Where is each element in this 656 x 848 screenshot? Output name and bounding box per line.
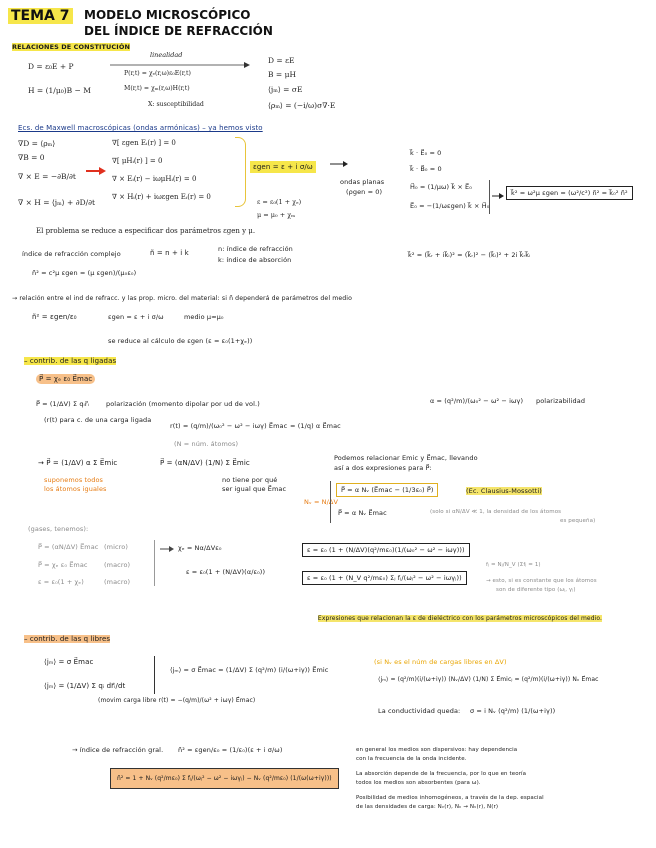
fj-note-2: → esto, si es constante que los átomos — [486, 578, 597, 584]
free-j2: ⟨jₘ⟩ = (1/ΔV) Σ qᵢ dr⃗ᵢ/dt — [44, 682, 126, 690]
p-chi-highlight: P⃗ = χₑ ε₀ E⃗mac — [36, 374, 95, 384]
wave-eq-3: H⃗₀ = (1/μω) k⃗ × E⃗₀ — [410, 183, 472, 191]
eps-box-1 — [302, 543, 470, 557]
grey-eq-2: P⃗ = χₑ ε₀ E⃗mac — [38, 561, 88, 569]
wave-eq-2: k⃗ · B⃗₀ = 0 — [410, 165, 442, 173]
expr-2: P⃗ = α Nᵥ E⃗mac — [338, 509, 387, 517]
free-heading: – contrib. de las q libres — [24, 635, 111, 643]
constitutive-mid-3: X: susceptibilidad — [148, 101, 204, 108]
yellow-note: Expresiones que relacionan la ε de dieléctrico con los parámetros microscópicos del medio. — [317, 615, 603, 622]
complex-index-label: índice de refracción complejo — [22, 250, 121, 258]
k-label: k: índice de absorción — [218, 256, 292, 264]
yellow-brace — [235, 137, 246, 207]
p2-equation: → P⃗ = (1/ΔV) α Σ E⃗mic — [38, 459, 118, 467]
eps-box-2-text: ε = ε₀ (1 + (N_V q²/mε₀) Σⱼ fⱼ/(ωⱼ² − ω² − iωγⱼ)) — [307, 574, 462, 582]
relate-line-2: así a dos expresiones para P⃗: — [334, 464, 432, 472]
arrow-to-boxed — [492, 193, 504, 199]
rt-equation: r(t) = (q/m)/(ω₀² − ω² − iωγ) E⃗mac — [170, 422, 288, 430]
maxwell-mid-2: ∇[ μHᵢ(r) ] = 0 — [112, 157, 163, 165]
constitutive-left-1: D = ε₀E + P — [28, 62, 74, 71]
mu-relation: μ = μ₀ + χₘ — [257, 211, 296, 219]
maxwell-mid-3: ∇ × Eᵢ(r) − iωμHᵢ(r) = 0 — [112, 175, 197, 183]
relate-line-1: Podemos relacionar Emic y E⃗mac, llevando — [334, 454, 478, 462]
p-chi-eq — [36, 375, 95, 383]
p-sum: P⃗ = (1/ΔV) Σ qᵢr⃗ᵢ — [36, 400, 89, 408]
bound-heading: – contrib. de las q ligadas — [24, 357, 117, 365]
reduce-text: El problema se reduce a especificar dos parámetros εgen y μ. — [36, 227, 256, 235]
constitutive-heading: RELACIONES DE CONSTITUCIÓN — [12, 43, 130, 51]
free-j3: ⟨jₘ⟩ = σ E⃗mac = (1/ΔV) Σ (q²/m) (i/(ω+iγ)) E⃗mic — [170, 666, 329, 674]
eps-box-2 — [302, 571, 467, 585]
constitutive-right-3: ⟨jₘ⟩ = σE — [268, 85, 303, 94]
wave-eq-4: E⃗₀ = −(1/ωεgen) k⃗ × H⃗₀ — [410, 202, 490, 210]
constitutive-right-1: D = εE — [268, 56, 295, 65]
grey-eq-1: P⃗ = (αN/ΔV) E⃗mac — [38, 543, 99, 551]
plane-waves-note: (ρgen = 0) — [346, 188, 383, 196]
wave-bracket — [486, 180, 490, 214]
page-title — [8, 8, 73, 24]
red-arrow — [86, 167, 106, 175]
reduce-calc: se reduce al cálculo de εgen (ε = ε₀(1+χₑ)) — [108, 337, 253, 345]
conductivity-eq: σ = i Nᵥ (q²/m) (1/(ω+iγ)) — [470, 707, 556, 715]
free-orange-note: (si Nᵥ es el núm de cargas libres en ΔV) — [374, 658, 507, 666]
final-note-4: todos los medios son absorbentes (para ω). — [356, 780, 481, 786]
polarizacion-label: polarización (momento dipolar por ud de vol.) — [106, 400, 260, 408]
maxwell-heading: Ecs. de Maxwell macroscópicas (ondas armónicas) – ya hemos visto — [18, 124, 263, 132]
title-line-1: MODELO MICROSCÓPICO — [84, 8, 251, 22]
final-boxed-eq — [110, 768, 339, 789]
final-boxed-text: ñ² = 1 + Nᵥ (q²/mε₀) Σ fⱼ/(ωⱼ² − ω² − iωγⱼ) − Nᵥ (q²/mε₀) (1/(ω(ω+iγ))) — [117, 775, 332, 782]
maxwell-mid-1: ∇[ εgen Eᵢ(r) ] = 0 — [112, 139, 176, 147]
fj-note: fⱼ = Nⱼ/N_V (Σfⱼ = 1) — [486, 562, 541, 568]
egen-definition: εgen = ε + i σ/ω — [108, 313, 164, 321]
expr-2-note-2: es pequeña) — [560, 518, 596, 524]
final-note-1: en general los medios son dispersivos: hay dependencia — [356, 747, 518, 753]
final-note-3: La absorción depende de la frecuencia, por lo que en teoría — [356, 771, 527, 777]
gases-heading: (gases, tenemos): — [28, 525, 89, 533]
maxwell-left-1: ∇D = ⟨ρₘ⟩ — [18, 139, 56, 148]
expr-bracket — [330, 481, 335, 523]
expr-1-box — [336, 483, 438, 497]
nv-definition: Nᵥ = N/ΔV — [304, 498, 338, 506]
rt-label: (r(t) para c. de una carga ligada — [44, 416, 152, 424]
linealidad-label: linealidad — [150, 51, 183, 59]
eps-relation: ε = ε₀(1 + χₑ) — [257, 198, 302, 206]
relation-line: → relación entre el ind de refracc. y las prop. micro. del material: si ñ dependerá de parámetros del medio — [12, 295, 352, 302]
boxed-k2: k⃗² = ω²μ εgen = (ω²/c²) ñ² = k⃗₀² ñ² — [506, 186, 633, 200]
yellow-note-block — [300, 614, 620, 623]
eps-equation: ε = ε₀(1 + (N/ΔV)(α/ε₀)) — [186, 568, 266, 576]
n-definition: ñ = n + i k — [150, 249, 189, 257]
rt-alt: = (1/q) α E⃗mac — [290, 422, 341, 430]
alpha-equation: α = (q²/m)/(ω₀² − ω² − iωγ) — [430, 397, 524, 405]
chi-equation: χₑ = Nα/ΔVε₀ — [178, 544, 222, 552]
linealidad-arrow — [110, 62, 250, 68]
medio-label: medio μ≈μ₀ — [184, 313, 224, 321]
expr-1: P⃗ = α Nᵥ (E⃗mac − (1/3ε₀) P⃗) — [341, 486, 434, 494]
grey-eq-1-tag: (micro) — [104, 543, 128, 551]
wave-eq-1: k⃗ · E⃗₀ = 0 — [410, 149, 442, 157]
egen-highlight: εgen = ε + i σ/ω — [250, 161, 316, 173]
clausius-mossotti-label: (Ec. Clausius-Mossotti) — [466, 487, 542, 495]
free-j1: ⟨jₘ⟩ = σ E⃗mac — [44, 658, 94, 666]
grey-bracket — [150, 540, 155, 586]
k2-equation: k⃗² = (k⃗ᵣ + ik⃗ᵢ)² = (k⃗ᵣ)² − (k⃗ᵢ)² + 2i k⃗ᵣk⃗ᵢ — [408, 251, 531, 259]
free-j4: ⟨jₘ⟩ = (q²/m)(i/(ω+iγ)) (Nᵥ/ΔV) (1/N) Σ E⃗micⱼ = (q²/m)(i/(ω+iγ)) Nᵥ E⃗mac — [378, 676, 599, 683]
n2-equation: ñ² = c²μ εgen = (μ εgen)/(μ₀ε₀) — [32, 269, 137, 277]
tema-label: TEMA 7 — [8, 8, 73, 24]
p3-equation: P⃗ = (αN/ΔV) (1/N) Σ E⃗mic — [160, 459, 250, 467]
constitutive-mid-2: M(r,t) = χₘ(r,ω)H(r,t) — [124, 85, 190, 92]
constitutive-left-2: H = (1/μ₀)B − M — [28, 86, 91, 95]
sum-note: (N = núm. átomos) — [174, 440, 239, 448]
fj-note-3: son de diferente tipo (ωⱼ, γⱼ) — [496, 587, 576, 593]
p2-note-1: suponemos todos — [44, 476, 104, 484]
final-note-2: con la frecuencia de la onda incidente. — [356, 756, 467, 762]
polarizabilidad-label: polarizabilidad — [536, 397, 586, 405]
eps-box-1-text: ε = ε₀ (1 + (N/ΔV)(q²/mε₀)(1/(ω₀² − ω² − iωγ))) — [307, 546, 465, 554]
expr-2-note-1: (solo si αN/ΔV ≪ 1, la densidad de los átomos — [430, 509, 562, 515]
index-eq: ñ² = εgen/ε₀ = (1/ε₀)(ε + i σ/ω) — [178, 746, 283, 754]
maxwell-left-2: ∇B = 0 — [18, 153, 45, 162]
maxwell-left-3: ∇ × E = −∂B/∂t — [18, 172, 76, 181]
constitutive-right-2: B = μH — [268, 70, 296, 79]
constitutive-mid-1: P(r,t) = χₑ(r,ω)ε₀E(r,t) — [124, 70, 191, 77]
constitutive-right-4: ⟨ρₘ⟩ = (−i/ω)σ∇·E — [268, 101, 336, 110]
arrow-to-plane-waves — [330, 161, 348, 167]
index-label: → índice de refracción gral. — [72, 746, 164, 754]
p3-note-1: no tiene por qué — [222, 476, 278, 484]
p2-note-2: los átomos iguales — [44, 485, 107, 493]
free-note: (movim carga libre r(t) = −(q/m)/(ω² + iωγ) E⃗mac) — [98, 697, 256, 704]
plane-waves-label: ondas planas — [340, 178, 385, 186]
maxwell-left-4: ∇ × H = ⟨jₘ⟩ + ∂D/∂t — [18, 198, 96, 207]
final-note-6: de las densidades de carga: Nᵥ(r), Nᵥ → Nᵥ(r), N(r) — [356, 804, 499, 810]
grey-eq-3: ε = ε₀(1 + χₑ) — [38, 578, 84, 586]
conductivity-label: La conductividad queda: — [378, 707, 461, 715]
grey-arrow — [160, 546, 174, 552]
maxwell-mid-4: ∇ × Hᵢ(r) + iωεgen Eᵢ(r) = 0 — [112, 193, 211, 201]
final-note-5: Posibilidad de medios inhomogéneos, a través de la dep. espacial — [356, 795, 544, 801]
title-line-2: DEL ÍNDICE DE REFRACCIÓN — [84, 24, 273, 38]
grey-eq-2-tag: (macro) — [104, 561, 131, 569]
free-bracket — [150, 656, 155, 694]
n-label: n: índice de refracción — [218, 245, 293, 253]
grey-eq-3-tag: (macro) — [104, 578, 131, 586]
n2-ratio: ñ² = εgen/ε₀ — [32, 313, 77, 321]
p3-note-2: ser igual que E⃗mac — [222, 485, 287, 493]
